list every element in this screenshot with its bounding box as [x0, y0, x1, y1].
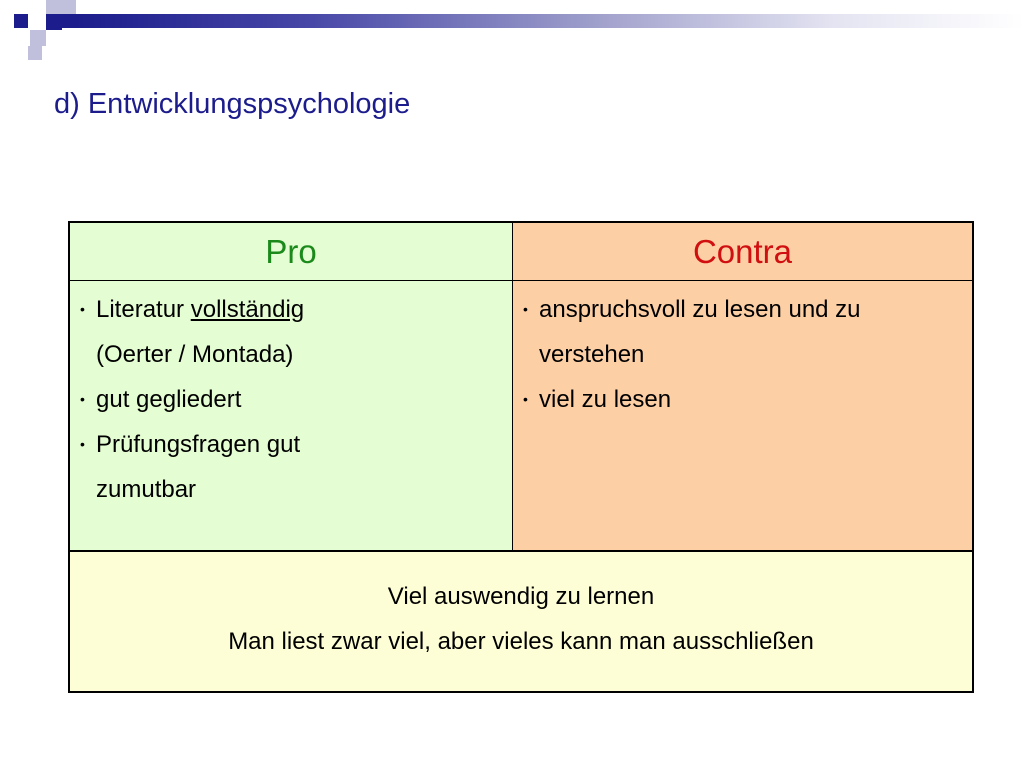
bullet-icon: •	[523, 391, 528, 407]
bullet-icon: •	[80, 301, 85, 317]
summary-line: Viel auswendig zu lernen	[387, 583, 655, 610]
contra-list	[523, 287, 972, 422]
contra-header: Contra	[513, 223, 972, 281]
pro-list-cell	[70, 281, 513, 552]
deco-square	[14, 14, 28, 28]
deco-square	[62, 0, 76, 14]
list-item-text: viel zu lesen	[539, 386, 672, 413]
list-item-text-cont: (Oerter / Montada)	[96, 341, 294, 368]
list-item-text-cont: verstehen	[539, 341, 645, 368]
pro-header: Pro	[70, 223, 513, 281]
summary-line: Man liest zwar viel, aber vieles kann man ausschließen	[228, 628, 814, 655]
list-item	[80, 422, 512, 512]
list-item	[523, 377, 972, 422]
bullet-icon: •	[80, 436, 85, 452]
deco-square	[46, 14, 62, 30]
deco-square	[30, 30, 46, 46]
list-item	[80, 287, 512, 377]
deco-square	[62, 14, 76, 28]
slide-title: d) Entwicklungspsychologie	[54, 88, 411, 120]
deco-square	[28, 46, 42, 60]
pro-contra-table	[68, 221, 974, 693]
pro-list	[80, 287, 512, 512]
list-item-text: Prüfungsfragen gut	[96, 431, 301, 458]
bullet-icon: •	[523, 301, 528, 317]
list-item	[80, 377, 512, 422]
bullet-icon: •	[80, 391, 85, 407]
summary-cell	[70, 552, 972, 691]
contra-list-cell	[513, 281, 972, 552]
header-gradient-bar	[76, 14, 1024, 28]
list-item-text: Literatur	[96, 296, 191, 323]
list-item-text: gut gegliedert	[96, 386, 242, 413]
list-item-underlined: vollständig	[190, 296, 305, 323]
list-item-text: anspruchsvoll zu lesen und zu	[539, 296, 861, 323]
list-item	[523, 287, 972, 377]
list-item-text-cont: zumutbar	[96, 476, 197, 503]
